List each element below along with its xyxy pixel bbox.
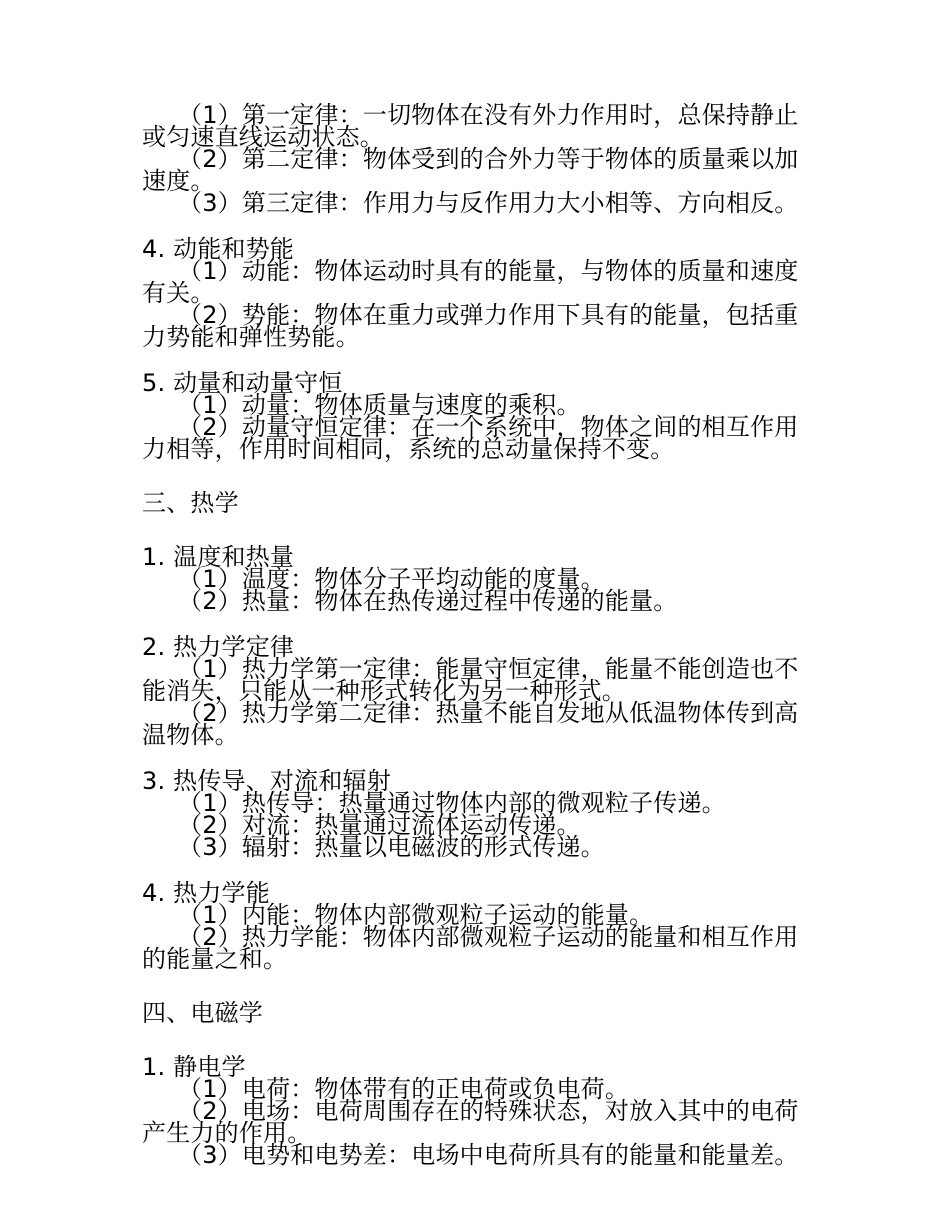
potential-difference-item: （3）电势和电势差：电场中电荷所具有的能量和能量差。	[178, 1141, 799, 1169]
temperature-heading: 1. 温度和热量	[142, 543, 295, 571]
newton-first-law: （1）第一定律：一切物体在没有外力作用时，总保持静止或匀速直线运动状态。	[142, 101, 799, 151]
radiation-item: （3）辐射：热量以电磁波的形式传递。	[178, 833, 605, 861]
electric-field-item: （2）电场：电荷周围存在的特殊状态，对放入其中的电荷产生力的作用。	[142, 1097, 799, 1147]
thermo-energy-heading: 4. 热力学能	[142, 879, 270, 907]
thermo-section-title: 三、热学	[142, 489, 239, 517]
temperature-item: （1）温度：物体分子平均动能的度量。	[178, 565, 605, 593]
internal-energy-item: （1）内能：物体内部微观粒子运动的能量。	[178, 901, 654, 929]
first-law-thermo-item: （1）热力学第一定律：能量守恒定律，能量不能创造也不能消失，只能从一种形式转化为另一种形式。	[142, 655, 799, 705]
thermo-laws-heading: 2. 热力学定律	[142, 633, 295, 661]
momentum-heading: 5. 动量和动量守恒	[142, 369, 343, 397]
heat-item: （2）热量：物体在热传递过程中传递的能量。	[178, 587, 678, 615]
second-law-thermo-item: （2）热力学第二定律：热量不能自发地从低温物体传到高温物体。	[142, 699, 799, 749]
newton-third-law: （3）第三定律：作用力与反作用力大小相等、方向相反。	[178, 189, 799, 217]
energy-heading: 4. 动能和势能	[142, 235, 295, 263]
heat-transfer-heading: 3. 热传导、对流和辐射	[142, 767, 391, 795]
momentum-item: （1）动量：物体质量与速度的乘积。	[178, 391, 581, 419]
convection-item: （2）对流：热量通过流体运动传递。	[178, 811, 581, 839]
potential-energy-item: （2）势能：物体在重力或弹力作用下具有的能量，包括重力势能和弹性势能。	[142, 301, 799, 351]
em-section-title: 四、电磁学	[142, 999, 263, 1027]
conduction-item: （1）热传导：热量通过物体内部的微观粒子传递。	[178, 789, 726, 817]
thermodynamic-energy-item: （2）热力学能：物体内部微观粒子运动的能量和相互作用的能量之和。	[142, 923, 799, 973]
document-body	[142, 101, 802, 1169]
momentum-conservation-item: （2）动量守恒定律：在一个系统中，物体之间的相互作用力相等，作用时间相同，系统的总动量保持不变。	[142, 413, 799, 463]
charge-item: （1）电荷：物体带有的正电荷或负电荷。	[178, 1075, 630, 1103]
newton-second-law: （2）第二定律：物体受到的合外力等于物体的质量乘以加速度。	[142, 145, 799, 195]
kinetic-energy-item: （1）动能：物体运动时具有的能量，与物体的质量和速度有关。	[142, 257, 799, 307]
electrostatics-heading: 1. 静电学	[142, 1053, 246, 1081]
